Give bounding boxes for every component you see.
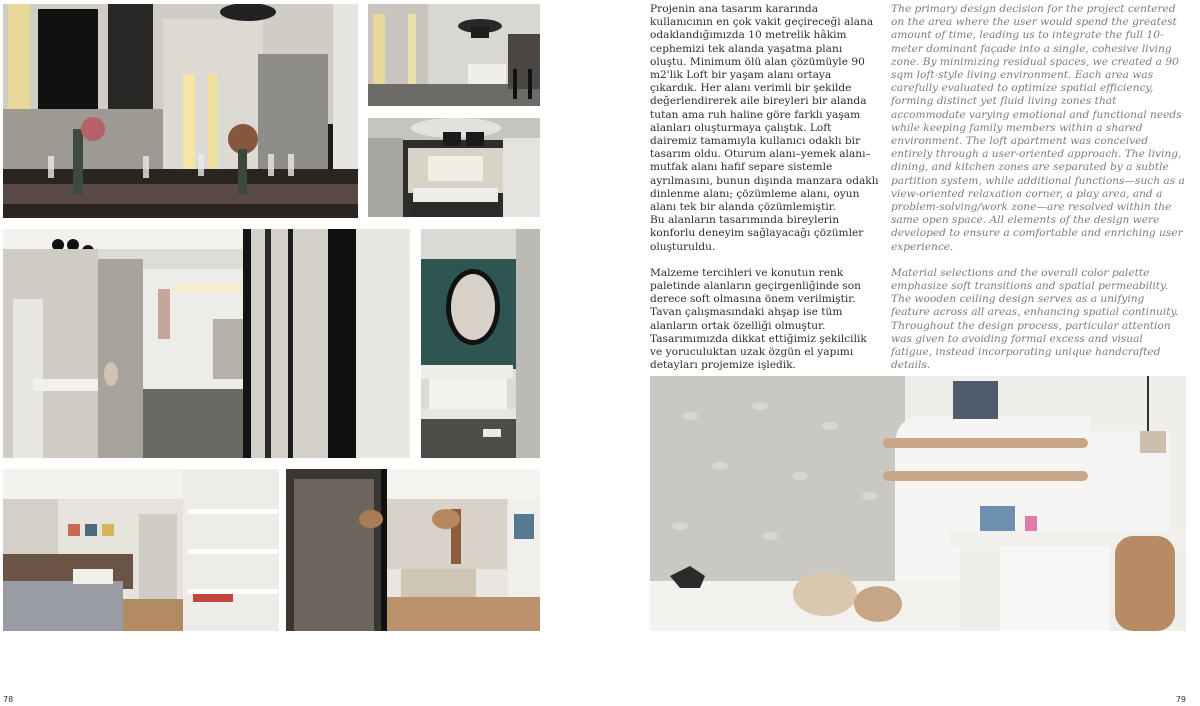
turkish-text-column <box>650 3 880 385</box>
page-number-right: 79 <box>1175 695 1186 704</box>
english-paragraph-1: The primary design decision for the project centered on the area where the user would spend the greatest amount of time, leading us to integrate the full 10-meter dominant façade into a single, cohesive living zone. By minimizing residual spaces, we created a 90 sqm loft-style living environment. Each area was carefully evaluated to optimize spatial efficiency, forming distinct yet fluid living zones that accommodate varying emotional and functional needs while keeping family members within a shared environment. The loft apartment was conceived entirely through a user-oriented approach. The living, dining, and kitchen zones are separated by a subtle partition system, while additional functions—such as a view-oriented relaxation corner, a play area, and a problem-solving/work zone—are resolved within the same open space. All elements of the design were developed to ensure a comfortable and enriching user experience. <box>891 3 1185 253</box>
english-paragraph-2: Material selections and the overall color palette emphasize soft transitions and spatial permeability. The wooden ceiling design serves as a unifying feature across all areas, enhancing spatial continuity. Throughout the design process, particular attention was given to avoiding formal excess and visual fatigue, instead incorporating unique handcrafted details. <box>891 266 1179 372</box>
english-text-column <box>891 3 1186 385</box>
turkish-paragraph-2: Bu alanların tasarımında bireylerin konforlu deneyim sağlayacağı çözümler oluşturuldu. <box>650 214 864 253</box>
kitchen-island-photo <box>368 118 540 217</box>
bathroom-photo <box>421 229 540 458</box>
turkish-paragraph-1: Projenin ana tasarım kararında kullanıcının en çok vakit geçireceği alana odaklandığımızda 10 metrelik hâkim cephemizi tek alanda yaşatma planı oluştu. Minimum ölü alan çözümüyle 90 m2'lik Loft bir yaşam alanı ortaya çıkardık. Her alanı verimli bir şekilde değerlendirerek aile bireyleri bir alanda tutan ama ruh haline göre farklı yaşam alanları oluşturmaya çalıştık. Loft dairemiz tamamıyla kullanıcı odaklı bir tasarım oldu. Oturum alanı–yemek alanı–mutfak alanı hafif separe sistemle ayrılmasını, bunun dışında manzara odaklı dinlenme alanı; çözümleme alanı, oyun alanı tek bir alanda çözümlemiştir. <box>650 3 879 214</box>
kitchen-corridor-photo <box>368 4 540 106</box>
hallway-photo <box>3 229 410 458</box>
bedroom-photo <box>3 469 279 631</box>
page-number-left: 78 <box>3 695 14 704</box>
kids-room-desk-photo <box>650 376 1186 631</box>
kitchen-dining-photo <box>3 4 358 218</box>
bedroom-mirror-photo <box>286 469 540 631</box>
turkish-paragraph-3: Malzeme tercihleri ve konutun renk paletinde alanların geçirgenliğinde son derece soft olmasına önem verilmiştir. Tavan çalışmasındaki ahşap ise tüm alanların ortak özelliği olmuştur. Tasarımımızda dikkat ettiğimiz şekilcilik ve yoruculuktan uzak özgün el yapımı detayları projemize işledik. <box>650 266 867 372</box>
